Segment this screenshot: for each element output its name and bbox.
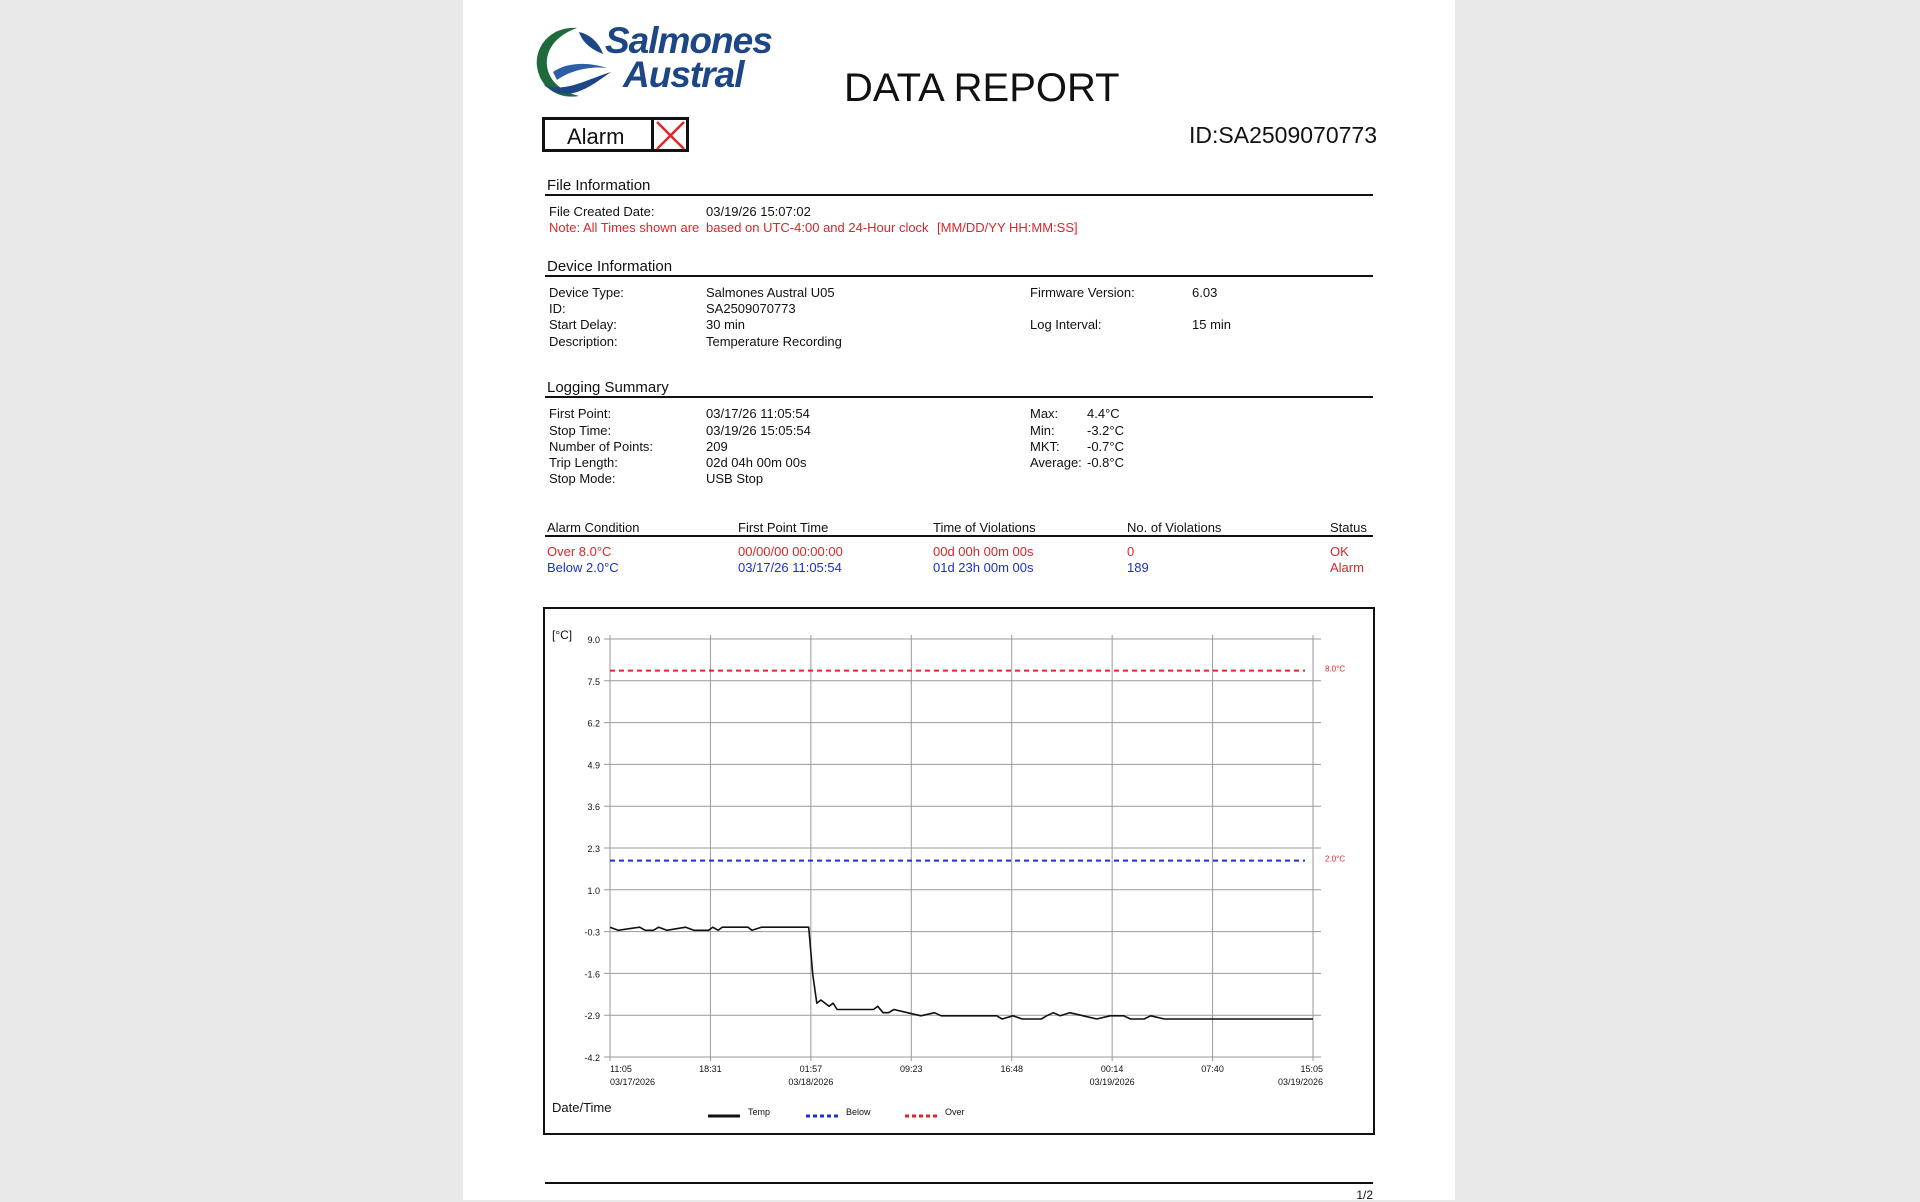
y-tick-label: 7.5 [587,676,600,687]
x-tick-time: 00:14 [1100,1064,1124,1074]
logging-summary-rule [545,396,1373,398]
below-count: 189 [1127,560,1149,575]
x-axis-label: Date/Time [552,1100,612,1115]
time-violations-header: Time of Violations [933,520,1036,535]
chart-grid [604,635,1321,1061]
threshold-below-label: 2.0°C [1325,854,1346,864]
below-condition: Below 2.0°C [547,560,619,575]
max-label: Max: [1030,406,1059,421]
device-type-value: Salmones Austral U05 [706,285,835,300]
file-info-rule [545,194,1373,196]
legend-over-label: Over [945,1107,965,1117]
id-label: ID: [1189,122,1219,148]
y-tick-label: -4.2 [584,1053,600,1063]
device-id-label: ID: [549,301,566,316]
logo-line-2: Austral [623,54,744,95]
y-tick-label: -2.9 [584,1011,600,1022]
file-info-title: File Information [547,177,651,194]
device-info-rule [545,275,1373,277]
max-value: 4.4°C [1087,406,1120,421]
alarm-label: Alarm [567,124,625,149]
device-id-header [1189,122,1377,149]
over-count: 0 [1127,544,1135,559]
y-tick-label: 9.0 [587,635,600,645]
salmon-logo-icon [533,22,613,104]
legend-temp-label: Temp [748,1107,771,1117]
y-tick-label: 4.9 [587,760,600,771]
report-page [463,0,1455,1200]
over-first-point: 00/00/00 00:00:00 [738,544,843,559]
min-label: Min: [1030,423,1055,438]
temperature-chart [543,607,1375,1135]
threshold-over-label: 8.0°C [1325,664,1346,674]
x-tick-time: 18:31 [699,1064,722,1074]
alarm-table-rule [545,535,1373,537]
logo-line-1: Salmones [605,20,772,61]
stop-mode-value: USB Stop [706,471,764,486]
device-info-title: Device Information [547,258,673,275]
time-note-2: based on UTC-4:00 and 24-Hour clock [706,220,929,235]
min-value: -3.2°C [1087,423,1124,438]
average-label: Average: [1030,455,1082,470]
x-tick-time: 15:05 [1300,1064,1323,1074]
stop-time-value: 03/19/26 15:05:54 [706,423,811,438]
y-tick-label: 2.3 [587,844,600,854]
x-tick-time: 16:48 [1000,1064,1023,1074]
below-time-violations: 01d 23h 00m 00s [933,560,1034,575]
mkt-value: -0.7°C [1087,439,1124,454]
description-label: Description: [549,334,618,349]
stop-mode-label: Stop Mode: [549,471,616,486]
x-tick-date: 03/17/2026 [610,1077,656,1087]
firmware-value: 6.03 [1192,285,1218,300]
start-delay-label: Start Delay: [549,317,617,332]
device-type-label: Device Type: [549,285,624,300]
start-delay-value: 30 min [706,317,746,332]
company-logo [533,22,793,104]
average-value: -0.8°C [1087,455,1124,470]
first-point-label: First Point: [549,406,612,421]
num-points-label: Number of Points: [549,439,654,454]
below-status: Alarm [1330,560,1364,575]
x-tick-date: 03/19/2026 [1089,1077,1135,1087]
device-id-value: SA2509070773 [706,301,796,316]
description-value: Temperature Recording [706,334,842,349]
over-status: OK [1330,544,1349,559]
alarm-x-icon [651,119,687,152]
alarm-status-box [542,117,689,152]
page-number: 1/2 [1356,1188,1373,1202]
y-tick-label: 6.2 [587,718,600,729]
y-tick-label: -1.6 [584,969,600,980]
stop-time-label: Stop Time: [549,423,612,438]
unit-label: [°C] [552,628,573,642]
id-value: SA2509070773 [1218,122,1377,148]
firmware-label: Firmware Version: [1030,285,1135,300]
logo-wordmark [605,20,772,95]
mkt-label: MKT: [1030,439,1060,454]
legend-below-label: Below [846,1107,871,1117]
logging-summary-title: Logging Summary [547,379,669,396]
alarm-condition-header: Alarm Condition [547,520,640,535]
x-tick-time: 01:57 [799,1064,823,1074]
chart-legend [708,1107,965,1117]
over-time-violations: 00d 00h 00m 00s [933,544,1034,559]
report-title: DATA REPORT [844,66,1120,110]
below-first-point: 03/17/26 11:05:54 [738,560,842,575]
x-tick-time: 11:05 [610,1064,632,1074]
time-note-1: Note: All Times shown are [549,220,700,235]
status-header: Status [1330,520,1367,535]
trip-length-label: Trip Length: [549,455,618,470]
x-tick-time: 09:23 [900,1064,923,1074]
log-interval-label: Log Interval: [1030,317,1102,332]
time-note-3: [MM/DD/YY HH:MM:SS] [937,220,1078,235]
y-tick-label: -0.3 [584,927,600,938]
first-point-time-header: First Point Time [738,520,829,535]
chart-canvas [545,609,1373,1133]
trip-length-value: 02d 04h 00m 00s [706,455,807,470]
y-tick-label: 1.0 [587,885,600,896]
footer-rule [545,1182,1373,1184]
log-interval-value: 15 min [1192,317,1232,332]
x-tick-time: 07:40 [1201,1064,1224,1074]
y-tick-label: 3.6 [587,802,600,813]
file-created-value: 03/19/26 15:07:02 [706,204,811,219]
x-tick-date: 03/19/2026 [1277,1077,1323,1087]
num-violations-header: No. of Violations [1127,520,1222,535]
file-created-label: File Created Date: [549,204,655,219]
num-points-value: 209 [706,439,728,454]
first-point-value: 03/17/26 11:05:54 [706,406,810,421]
over-condition: Over 8.0°C [547,544,612,559]
x-tick-date: 03/18/2026 [788,1077,834,1087]
